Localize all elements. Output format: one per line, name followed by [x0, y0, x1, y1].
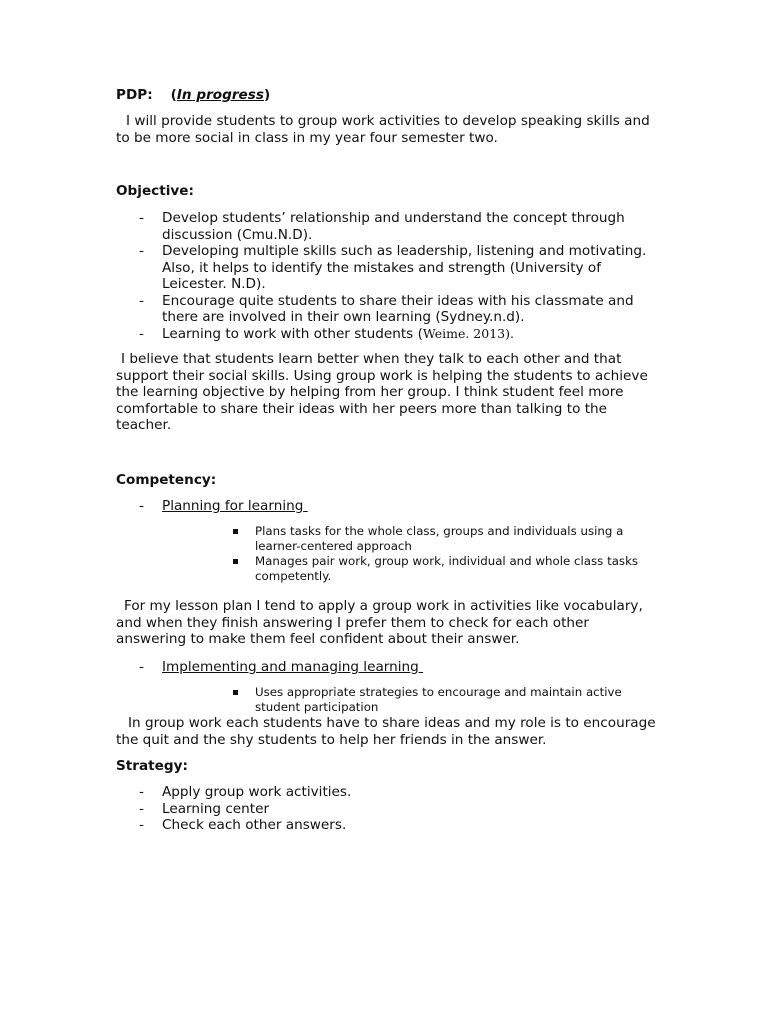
- competency-section-title: - Implementing and managing learning: [139, 659, 419, 675]
- competency-bullets: [233, 524, 653, 584]
- bullet-item: Manages pair work, group work, individual and whole class tasks competently.: [233, 554, 653, 584]
- objective-item: - Developing multiple skills such as leadership, listening and motivating. Also, it helps to identify the mistakes and strength (University of Leicester. N.D).: [139, 243, 647, 292]
- citation: Weime. 2013).: [422, 325, 514, 341]
- status-close-paren: ): [263, 87, 271, 103]
- strategy-list: [116, 784, 656, 834]
- competency-bullets: [233, 685, 653, 715]
- strategy-heading: Strategy:: [116, 758, 188, 774]
- competency-heading: Competency:: [116, 472, 217, 488]
- strategy-item: - Check each other answers.: [139, 817, 347, 833]
- group-work-paragraph: In group work each students have to share ideas and my role is to encourage the quit and the shy students to help her friends in the answer.: [116, 715, 656, 748]
- belief-paragraph: I believe that students learn better when they talk to each other and that support their social skills. Using group work is helping the students to achieve the learning objective by helping from her group. I think student feel more comfortable to share their ideas with her peers more than talking to the teacher.: [116, 351, 648, 433]
- pdp-title: [116, 87, 656, 104]
- status-text: In progress: [176, 87, 264, 103]
- bullet-item: Plans tasks for the whole class, groups and individuals using a learner-centered approach: [233, 524, 653, 554]
- objective-item: - Develop students’ relationship and understand the concept through discussion (Cmu.N.D).: [139, 210, 625, 243]
- objective-list: [116, 210, 656, 342]
- lesson-plan-paragraph: For my lesson plan I tend to apply a group work in activities like vocabulary, and when they finish answering I prefer them to check for each other answering to make them feel confident about their answer.: [116, 598, 643, 647]
- strategy-item: - Learning center: [139, 800, 270, 817]
- status-open-paren: (: [170, 87, 177, 103]
- competency-section-title: - Planning for learning: [139, 498, 304, 514]
- pdp-label: PDP:: [116, 87, 153, 103]
- intro-paragraph: I will provide students to group work activities to develop speaking skills and to be more social in class in my year four semester two.: [116, 113, 650, 146]
- strategy-item: - Apply group work activities.: [139, 784, 352, 800]
- objective-item: - Learning to work with other students (Weime. 2013).: [139, 325, 514, 342]
- objective-item: - Encourage quite students to share their ideas with his classmate and there are involved in their own learning (Sydney.n.d).: [139, 292, 634, 325]
- bullet-item: Uses appropriate strategies to encourage and maintain active student participation: [233, 685, 653, 715]
- objective-heading: Objective:: [116, 183, 194, 199]
